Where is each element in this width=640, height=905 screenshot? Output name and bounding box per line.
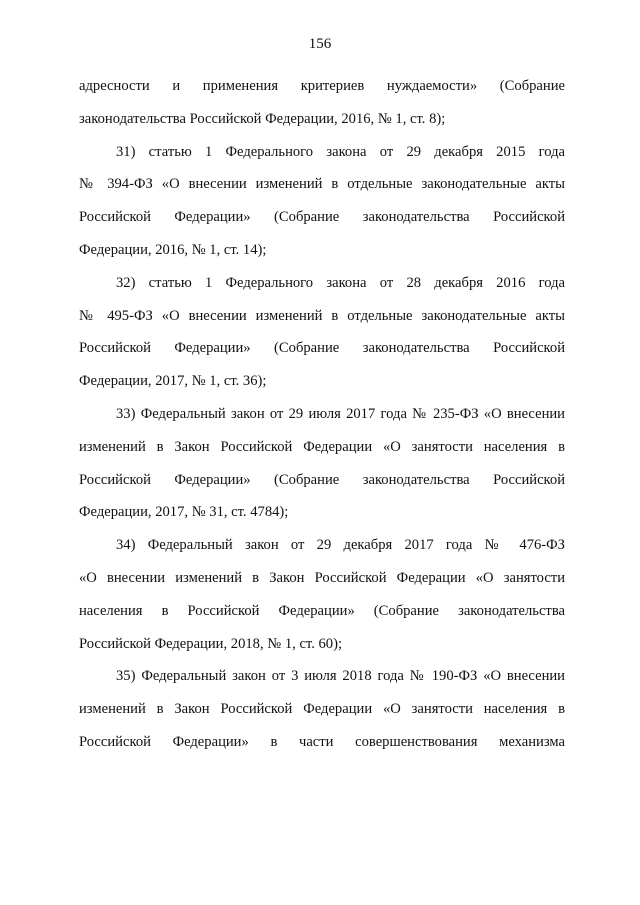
text-line: изменений в Закон Российской Федерации «О занятости населения в [79,701,565,718]
text-line: Федерации, 2017, № 31, ст. 4784); [79,504,289,521]
text-line: Федерации, 2017, № 1, ст. 36); [79,373,267,390]
text-line: Российской Федерации» (Собрание законодательства Российской [79,209,565,226]
text-line: Российской Федерации» (Собрание законодательства Российской [79,471,565,488]
text-line: 34) Федеральный закон от 29 декабря 2017 года № 476-ФЗ [116,537,565,554]
document-body [79,70,565,759]
text-line: Российской Федерации, 2018, № 1, ст. 60); [79,635,343,652]
text-line: Российской Федерации» (Собрание законодательства Российской [79,340,565,357]
page-number: 156 [308,36,332,52]
text-line: № 394-ФЗ «О внесении изменений в отдельные законодательные акты [79,176,565,193]
text-line: Российской Федерации» в части совершенствования механизма [79,733,565,750]
text-line: «О внесении изменений в Закон Российской Федерации «О занятости [79,569,565,586]
text-line: изменений в Закон Российской Федерации «О занятости населения в [79,438,565,455]
text-line: 31) статью 1 Федерального закона от 29 декабря 2015 года [116,143,565,160]
text-line: населения в Российской Федерации» (Собрание законодательства [79,602,565,619]
text-line: адресности и применения критериев нуждаемости» (Собрание [79,78,565,94]
text-line: 33) Федеральный закон от 29 июля 2017 года № 235-ФЗ «О внесении [116,405,565,422]
text-line: законодательства Российской Федерации, 2016, № 1, ст. 8); [79,110,446,127]
text-line: 32) статью 1 Федерального закона от 28 декабря 2016 года [116,274,565,291]
text-line: № 495-ФЗ «О внесении изменений в отдельные законодательные акты [79,307,565,324]
text-line: Федерации, 2016, № 1, ст. 14); [79,241,267,258]
text-line: 35) Федеральный закон от 3 июля 2018 года № 190-ФЗ «О внесении [116,668,565,685]
